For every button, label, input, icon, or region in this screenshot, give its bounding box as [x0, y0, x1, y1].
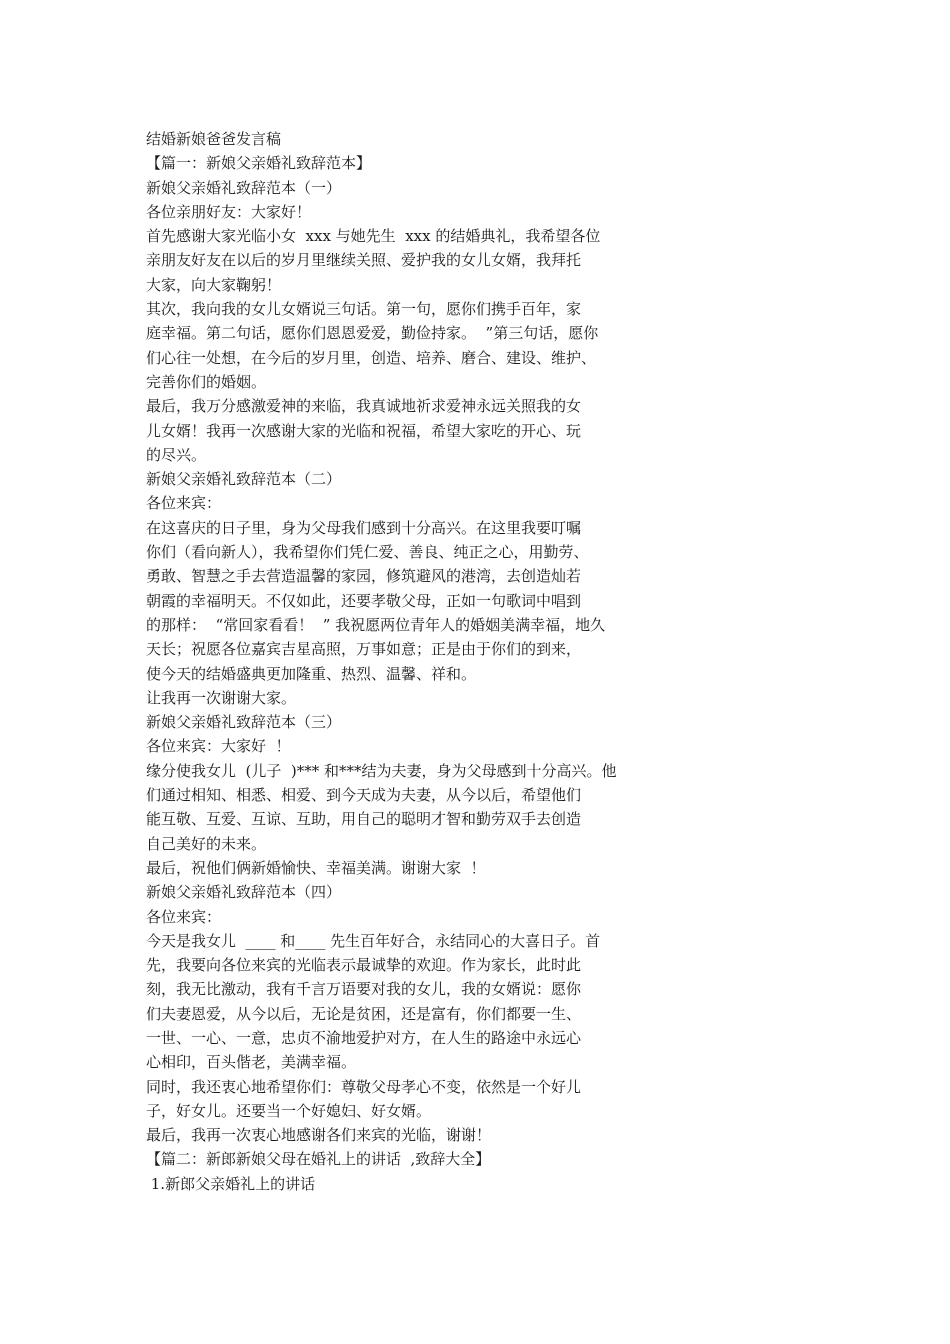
text-line: 【篇一：新娘父亲婚礼致辞范本】 [146, 154, 372, 173]
text-line: 子，好女儿。还要当一个好媳妇、好女婿。 [146, 1101, 432, 1120]
text-line: 首先感谢大家光临小女 xxx 与她先生 xxx 的结婚典礼，我希望各位 [146, 227, 601, 246]
text-line: 【篇二：新郎新娘父母在婚礼上的讲话 ,致辞大全】 [146, 1150, 491, 1169]
text-line: 最后，我再一次衷心地感谢各们来宾的光临，谢谢！ [146, 1126, 492, 1145]
text-line: 庭幸福。第二句话，愿你们恩恩爱爱，勤俭持家。 ”第三句话，愿你 [146, 324, 599, 343]
text-line: 们心往一处想，在今后的岁月里，创造、培养、磨合、建设、维护、 [146, 348, 597, 367]
text-line: 让我再一次谢谢大家。 [146, 688, 297, 707]
text-line: 天长；祝愿各位嘉宾吉星高照，万事如意；正是由于你们的到来， [146, 640, 582, 659]
text-line: 使今天的结婚盛典更加隆重、热烈、温馨、祥和。 [146, 664, 477, 683]
text-line: 的尽兴。 [146, 445, 207, 464]
text-line: 最后，我万分感激爱神的来临，我真诚地祈求爱神永远关照我的女 [146, 397, 582, 416]
text-line: 刻，我无比激动，我有千言万语要对我的女儿，我的女婿说：愿你 [146, 980, 582, 999]
text-line: 大家，向大家鞠躬！ [146, 275, 282, 294]
text-line: 各位亲朋好友：大家好！ [146, 202, 312, 221]
text-line: 先，我要向各位来宾的光临表示最诚挚的欢迎。作为家长，此时此 [146, 956, 582, 975]
text-line: 在这喜庆的日子里，身为父母我们感到十分高兴。在这里我要叮嘱 [146, 518, 582, 537]
text-line: 你们（看向新人），我希望你们凭仁爱、善良、纯正之心，用勤劳、 [146, 543, 589, 562]
text-line: 其次，我向我的女儿女婿说三句话。第一句，愿你们携手百年，家 [146, 300, 582, 319]
text-line: 能互敬、互爱、互谅、互助，用自己的聪明才智和勤劳双手去创造 [146, 810, 582, 829]
text-line: 各位来宾： [146, 494, 222, 513]
text-line: 勇敢、智慧之手去营造温馨的家园，修筑避风的港湾，去创造灿若 [146, 567, 582, 586]
text-line: 儿女婿！我再一次感谢大家的光临和祝福，希望大家吃的开心、玩 [146, 421, 582, 440]
text-line: 完善你们的婚姻。 [146, 372, 267, 391]
text-line: 朝霞的幸福明天。不仅如此，还要孝敬父母，正如一句歌词中唱到 [146, 591, 582, 610]
text-line: 1.新郎父亲婚礼上的讲话 [146, 1174, 316, 1193]
text-line: 新娘父亲婚礼致辞范本（一） [146, 178, 342, 197]
text-line: 自己美好的未来。 [146, 834, 267, 853]
text-line: 各位来宾： [146, 907, 222, 926]
text-line: 们通过相知、相悉、相爱、到今天成为夫妻，从今以后，希望他们 [146, 786, 582, 805]
text-line: 新娘父亲婚礼致辞范本（四） [146, 883, 342, 902]
document-title: 结婚新娘爸爸发言稿 [146, 130, 282, 148]
text-line: 今天是我女儿 ____ 和____ 先生百年好合，永结同心的大喜日子。首 [146, 931, 601, 950]
text-line: 的那样： “常回家看看！ ” 我祝愿两位青年人的婚姻美满幸福，地久 [146, 615, 606, 634]
text-line: 各位来宾：大家好 ！ [146, 737, 291, 756]
text-line: 新娘父亲婚礼致辞范本（三） [146, 713, 342, 732]
text-line: 同时，我还衷心地希望你们：尊敬父母孝心不变，依然是一个好儿 [146, 1077, 582, 1096]
text-line: 心相印，百头偕老，美满幸福。 [146, 1053, 357, 1072]
text-line: 新娘父亲婚礼致辞范本（二） [146, 470, 342, 489]
text-line: 们夫妻恩爱，从今以后，无论是贫困，还是富有，你们都要一生、 [146, 1004, 582, 1023]
text-line: 最后，祝他们俩新婚愉快、幸福美满。谢谢大家 ！ [146, 858, 486, 877]
document-body [146, 127, 706, 1196]
text-line: 亲朋友好友在以后的岁月里继续关照、爱护我的女儿女婿，我拜托 [146, 251, 582, 270]
text-line: 一世、一心、一意，忠贞不渝地爱护对方，在人生的路途中永远心 [146, 1028, 582, 1047]
text-line: 缘分使我女儿 (儿子 )*** 和***结为夫妻，身为父母感到十分高兴。他 [146, 761, 617, 780]
